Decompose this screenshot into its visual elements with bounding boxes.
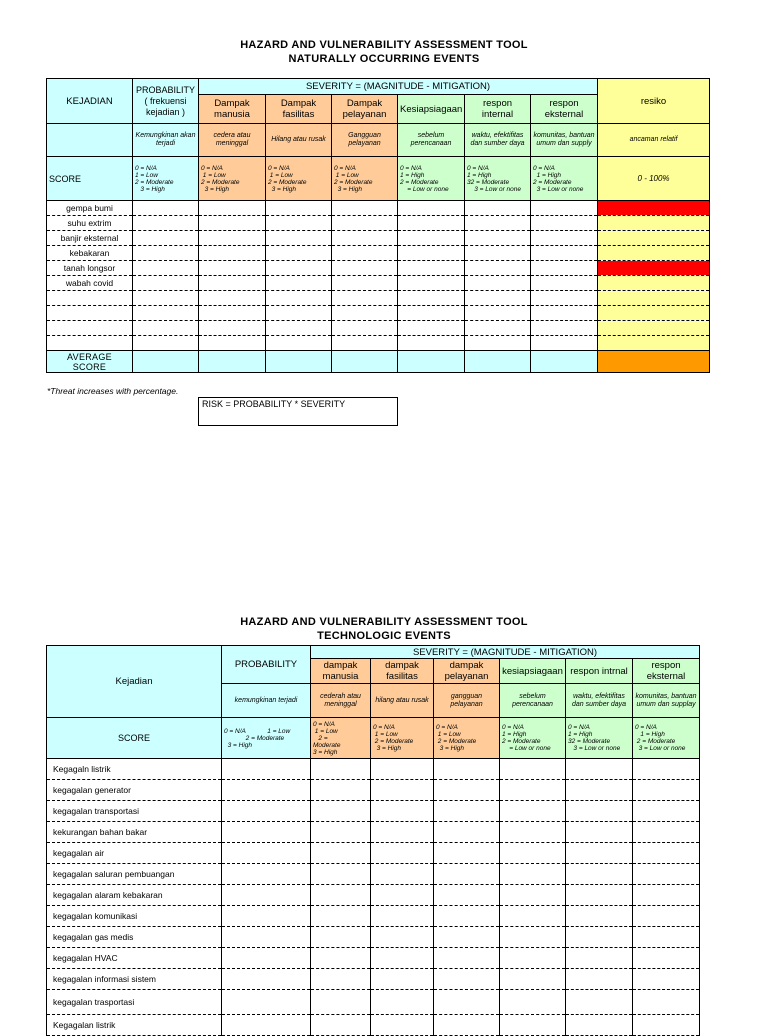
score-cell[interactable] xyxy=(500,948,566,969)
score-dampak-pelayanan: 0 = N/A 1 = Low 2 = Moderate 3 = High xyxy=(434,718,500,759)
event-name xyxy=(47,321,133,336)
header-dampak-manusia: dampak manusia xyxy=(311,659,371,684)
risk-cell xyxy=(598,276,710,291)
score-cell[interactable] xyxy=(222,822,311,843)
score-cell[interactable] xyxy=(434,822,500,843)
score-cell[interactable] xyxy=(434,843,500,864)
score-cell[interactable] xyxy=(222,885,311,906)
score-cell[interactable] xyxy=(371,990,434,1015)
score-cell[interactable] xyxy=(311,801,371,822)
table-row xyxy=(47,780,700,801)
header-dampak-manusia: Dampak manusia xyxy=(199,95,266,124)
score-cell[interactable] xyxy=(633,1015,700,1036)
score-cell[interactable] xyxy=(133,306,199,321)
score-cell[interactable] xyxy=(465,201,531,216)
score-cell[interactable] xyxy=(633,864,700,885)
score-cell[interactable] xyxy=(199,276,266,291)
event-name xyxy=(47,336,133,351)
score-cell[interactable] xyxy=(311,843,371,864)
score-cell[interactable] xyxy=(531,246,598,261)
header-resiko: resiko xyxy=(598,79,710,124)
score-cell[interactable] xyxy=(531,291,598,306)
event-name: kegagalan alaram kebakaran xyxy=(47,885,222,906)
event-name: kegagalan trasportasi xyxy=(47,990,222,1015)
score-cell[interactable] xyxy=(500,843,566,864)
score-cell[interactable] xyxy=(199,336,266,351)
score-cell[interactable] xyxy=(311,990,371,1015)
table-row xyxy=(47,336,710,351)
score-cell[interactable] xyxy=(434,948,500,969)
score-cell[interactable] xyxy=(500,759,566,780)
score-cell[interactable] xyxy=(332,201,398,216)
average-cell xyxy=(199,351,266,373)
score-cell[interactable] xyxy=(500,864,566,885)
score-cell[interactable] xyxy=(133,261,199,276)
score-cell[interactable] xyxy=(133,336,199,351)
risk-cell xyxy=(598,216,710,231)
score-cell[interactable] xyxy=(398,321,465,336)
score-cell[interactable] xyxy=(465,276,531,291)
event-name: tanah longsor xyxy=(47,261,133,276)
score-cell[interactable] xyxy=(266,276,332,291)
score-cell[interactable] xyxy=(500,927,566,948)
score-cell[interactable] xyxy=(633,927,700,948)
score-cell[interactable] xyxy=(222,864,311,885)
score-cell[interactable] xyxy=(465,231,531,246)
score-cell[interactable] xyxy=(465,291,531,306)
table-row xyxy=(47,885,700,906)
score-cell[interactable] xyxy=(566,780,633,801)
score-cell[interactable] xyxy=(531,336,598,351)
table-row xyxy=(47,759,700,780)
score-cell[interactable] xyxy=(199,216,266,231)
risk-cell xyxy=(598,201,710,216)
score-cell[interactable] xyxy=(222,801,311,822)
score-cell[interactable] xyxy=(398,246,465,261)
score-cell[interactable] xyxy=(633,843,700,864)
score-kesiapsiagaan: 0 = N/A 1 = High 2 = Moderate = Low or none xyxy=(500,718,566,759)
score-cell[interactable] xyxy=(199,246,266,261)
header-severity: SEVERITY = (MAGNITUDE - MITIGATION) xyxy=(311,646,700,659)
prob-desc: kemungkinan terjadi xyxy=(222,684,311,718)
score-cell[interactable] xyxy=(398,291,465,306)
score-cell[interactable] xyxy=(266,306,332,321)
score-cell[interactable] xyxy=(222,990,311,1015)
score-cell[interactable] xyxy=(371,969,434,990)
score-cell[interactable] xyxy=(199,261,266,276)
table2-subtitle: TECHNOLOGIC EVENTS xyxy=(317,630,451,642)
score-cell[interactable] xyxy=(311,969,371,990)
score-cell[interactable] xyxy=(371,864,434,885)
score-cell[interactable] xyxy=(434,969,500,990)
score-cell[interactable] xyxy=(566,1015,633,1036)
average-risk-cell xyxy=(598,351,710,373)
event-name: wabah covid xyxy=(47,276,133,291)
score-cell[interactable] xyxy=(371,801,434,822)
average-cell xyxy=(465,351,531,373)
score-cell[interactable] xyxy=(332,216,398,231)
table-row xyxy=(47,822,700,843)
score-cell[interactable] xyxy=(311,822,371,843)
score-cell[interactable] xyxy=(371,780,434,801)
score-cell[interactable] xyxy=(566,759,633,780)
table-row xyxy=(47,216,710,231)
score-respon-eksternal: 0 = N/A 1 = High 2 = Moderate 3 = Low or none xyxy=(633,718,700,759)
table-row xyxy=(47,1015,700,1036)
desc-respon-eksternal: komunitas, bantuan umum dan supply xyxy=(531,124,598,157)
score-cell[interactable] xyxy=(633,990,700,1015)
score-cell[interactable] xyxy=(531,231,598,246)
score-cell[interactable] xyxy=(222,969,311,990)
score-cell[interactable] xyxy=(465,261,531,276)
score-cell[interactable] xyxy=(266,261,332,276)
desc-dampak-fasilitas: hilang atau rusak xyxy=(371,684,434,718)
score-label: SCORE xyxy=(47,718,222,759)
risk-cell xyxy=(598,246,710,261)
event-name: suhu extrim xyxy=(47,216,133,231)
score-cell[interactable] xyxy=(222,927,311,948)
score-kesiapsiagaan: 0 = N/A 1 = High 2 = Moderate = Low or none xyxy=(398,157,465,201)
risk-cell xyxy=(598,336,710,351)
score-cell[interactable] xyxy=(531,306,598,321)
score-cell[interactable] xyxy=(222,843,311,864)
score-cell[interactable] xyxy=(500,990,566,1015)
score-cell[interactable] xyxy=(332,306,398,321)
score-cell[interactable] xyxy=(500,780,566,801)
table2-title: HAZARD AND VULNERABILITY ASSESSMENT TOOL xyxy=(240,616,528,628)
average-cell xyxy=(398,351,465,373)
score-cell[interactable] xyxy=(465,336,531,351)
desc-dampak-pelayanan: Gangguan pelayanan xyxy=(332,124,398,157)
score-cell[interactable] xyxy=(266,246,332,261)
table-row xyxy=(47,969,700,990)
score-cell[interactable] xyxy=(434,885,500,906)
score-cell[interactable] xyxy=(371,906,434,927)
risk-cell xyxy=(598,321,710,336)
score-cell[interactable] xyxy=(566,843,633,864)
score-cell[interactable] xyxy=(633,885,700,906)
score-cell[interactable] xyxy=(566,801,633,822)
event-name: kegagalan transportasi xyxy=(47,801,222,822)
score-cell[interactable] xyxy=(133,246,199,261)
header-respon-internal: respon internal xyxy=(465,95,531,124)
score-cell[interactable] xyxy=(199,306,266,321)
score-cell[interactable] xyxy=(199,321,266,336)
table-row xyxy=(47,231,710,246)
header-respon-eksternal: respon eksternal xyxy=(633,659,700,684)
score-cell[interactable] xyxy=(633,780,700,801)
score-label: SCORE xyxy=(47,157,133,201)
score-cell[interactable] xyxy=(566,885,633,906)
score-cell[interactable] xyxy=(398,336,465,351)
event-name: kekurangan bahan bakar xyxy=(47,822,222,843)
score-respon-eksternal: 0 = N/A 1 = High 2 = Moderate 3 = Low or none xyxy=(531,157,598,201)
score-cell[interactable] xyxy=(371,843,434,864)
score-cell[interactable] xyxy=(133,291,199,306)
score-cell[interactable] xyxy=(311,885,371,906)
score-dampak-fasilitas: 0 = N/A 1 = Low 2 = Moderate 3 = High xyxy=(371,718,434,759)
score-cell[interactable] xyxy=(465,216,531,231)
score-cell[interactable] xyxy=(434,906,500,927)
score-cell[interactable] xyxy=(398,276,465,291)
score-cell[interactable] xyxy=(500,1015,566,1036)
event-name: Kegagalan listrik xyxy=(47,1015,222,1036)
score-probability: 0 = N/A 1 = Low 2 = Moderate 3 = High xyxy=(222,718,311,759)
score-cell[interactable] xyxy=(199,291,266,306)
average-cell xyxy=(332,351,398,373)
score-cell[interactable] xyxy=(500,906,566,927)
score-cell[interactable] xyxy=(434,990,500,1015)
score-cell[interactable] xyxy=(311,780,371,801)
header-kejadian: KEJADIAN xyxy=(47,79,133,124)
score-cell[interactable] xyxy=(531,216,598,231)
table-row xyxy=(47,927,700,948)
table-row xyxy=(47,906,700,927)
score-cell[interactable] xyxy=(465,246,531,261)
desc-respon-internal: waktu, efektifitas dan sumber daya xyxy=(465,124,531,157)
score-cell[interactable] xyxy=(566,906,633,927)
table-row xyxy=(47,843,700,864)
score-cell[interactable] xyxy=(266,321,332,336)
score-cell[interactable] xyxy=(633,906,700,927)
score-cell[interactable] xyxy=(500,969,566,990)
score-cell[interactable] xyxy=(434,780,500,801)
score-dampak-manusia: 0 = N/A 1 = Low 2 = Moderate 3 = High xyxy=(199,157,266,201)
event-name: kegagalan HVAC xyxy=(47,948,222,969)
header-dampak-fasilitas: Dampak fasilitas xyxy=(266,95,332,124)
naturally-occurring-events-table xyxy=(46,78,710,373)
score-cell[interactable] xyxy=(465,306,531,321)
score-cell[interactable] xyxy=(133,201,199,216)
score-cell[interactable] xyxy=(566,969,633,990)
score-cell[interactable] xyxy=(332,321,398,336)
table-row xyxy=(47,261,710,276)
score-dampak-pelayanan: 0 = N/A 1 = Low 2 = Moderate 3 = High xyxy=(332,157,398,201)
desc-respon-internal: waktu, efektifitas dan sumber daya xyxy=(566,684,633,718)
average-score-label: AVERAGE SCORE xyxy=(47,351,133,373)
score-cell[interactable] xyxy=(332,261,398,276)
event-name: kegagalan saluran pembuangan xyxy=(47,864,222,885)
score-cell[interactable] xyxy=(500,822,566,843)
score-cell[interactable] xyxy=(133,216,199,231)
technologic-events-table xyxy=(46,645,700,1036)
score-cell[interactable] xyxy=(531,321,598,336)
score-cell[interactable] xyxy=(371,885,434,906)
score-cell[interactable] xyxy=(222,1015,311,1036)
score-cell[interactable] xyxy=(266,336,332,351)
table-row xyxy=(47,321,710,336)
table-row xyxy=(47,801,700,822)
score-cell[interactable] xyxy=(311,1015,371,1036)
header-kesiapsiagaan: kesiapsiagaan xyxy=(500,659,566,684)
score-cell[interactable] xyxy=(566,948,633,969)
event-name: kegagalan informasi sistem xyxy=(47,969,222,990)
score-cell[interactable] xyxy=(371,822,434,843)
score-cell[interactable] xyxy=(434,801,500,822)
score-cell[interactable] xyxy=(371,759,434,780)
average-cell xyxy=(266,351,332,373)
score-cell[interactable] xyxy=(332,336,398,351)
event-name xyxy=(47,291,133,306)
table-row xyxy=(47,864,700,885)
event-name: kegagalan gas medis xyxy=(47,927,222,948)
score-cell[interactable] xyxy=(222,780,311,801)
average-cell xyxy=(531,351,598,373)
risk-cell xyxy=(598,291,710,306)
desc-dampak-pelayanan: gangguan pelayanan xyxy=(434,684,500,718)
header-respon-eksternal: respon eksternal xyxy=(531,95,598,124)
score-cell[interactable] xyxy=(133,231,199,246)
score-cell[interactable] xyxy=(434,759,500,780)
score-cell[interactable] xyxy=(371,1015,434,1036)
score-cell[interactable] xyxy=(566,990,633,1015)
score-cell[interactable] xyxy=(311,927,371,948)
score-cell[interactable] xyxy=(266,291,332,306)
desc-respon-eksternal: komunitas, bantuan umum dan supplay xyxy=(633,684,700,718)
event-name: kegagalan generator xyxy=(47,780,222,801)
score-cell[interactable] xyxy=(398,261,465,276)
score-cell[interactable] xyxy=(311,759,371,780)
table-row xyxy=(47,948,700,969)
header-probability: PROBABILITY xyxy=(222,646,311,684)
score-cell[interactable] xyxy=(266,216,332,231)
score-cell[interactable] xyxy=(199,231,266,246)
score-cell[interactable] xyxy=(566,927,633,948)
table-row xyxy=(47,990,700,1015)
score-cell[interactable] xyxy=(398,201,465,216)
score-cell[interactable] xyxy=(222,759,311,780)
event-name: kegagalan komunikasi xyxy=(47,906,222,927)
score-cell[interactable] xyxy=(398,306,465,321)
score-cell[interactable] xyxy=(500,801,566,822)
risk-cell xyxy=(598,306,710,321)
score-cell[interactable] xyxy=(465,321,531,336)
score-resiko: 0 - 100% xyxy=(598,157,710,201)
footnote: *Threat increases with percentage. xyxy=(47,386,179,396)
score-dampak-fasilitas: 0 = N/A 1 = Low 2 = Moderate 3 = High xyxy=(266,157,332,201)
score-dampak-manusia: 0 = N/A 1 = Low 2 = Moderate 3 = High xyxy=(311,718,371,759)
score-probability: 0 = N/A 1 = Low 2 = Moderate 3 = High xyxy=(133,157,199,201)
event-name: kegagalan air xyxy=(47,843,222,864)
score-cell[interactable] xyxy=(500,885,566,906)
table-row xyxy=(47,306,710,321)
score-cell[interactable] xyxy=(311,948,371,969)
score-cell[interactable] xyxy=(531,201,598,216)
score-cell[interactable] xyxy=(133,321,199,336)
header-respon-internal: respon intrnal xyxy=(566,659,633,684)
desc-dampak-manusia: cederah atau meninggal xyxy=(311,684,371,718)
score-cell[interactable] xyxy=(311,906,371,927)
event-name: Kegagaln listrik xyxy=(47,759,222,780)
table1-subtitle: NATURALLY OCCURRING EVENTS xyxy=(288,53,480,65)
header-probability: PROBABILITY ( frekuensi kejadian ) xyxy=(133,79,199,124)
table-row xyxy=(47,201,710,216)
score-cell[interactable] xyxy=(633,969,700,990)
event-name: gempa bumi xyxy=(47,201,133,216)
table-row xyxy=(47,291,710,306)
risk-formula: RISK = PROBABILITY * SEVERITY xyxy=(198,397,398,426)
desc-kesiapsiagaan: sebelum perencanaan xyxy=(398,124,465,157)
table1-title: HAZARD AND VULNERABILITY ASSESSMENT TOOL xyxy=(240,39,528,51)
prob-desc: Kemungkinan akan terjadi xyxy=(133,124,199,157)
score-cell[interactable] xyxy=(266,231,332,246)
desc-dampak-fasilitas: Hilang atau rusak xyxy=(266,124,332,157)
score-cell[interactable] xyxy=(371,927,434,948)
score-cell[interactable] xyxy=(398,216,465,231)
score-cell[interactable] xyxy=(633,948,700,969)
header-dampak-fasilitas: dampak fasilitas xyxy=(371,659,434,684)
average-cell xyxy=(133,351,199,373)
score-cell[interactable] xyxy=(398,231,465,246)
header-severity: SEVERITY = (MAGNITUDE - MITIGATION) xyxy=(199,79,598,95)
table-row xyxy=(47,276,710,291)
score-cell[interactable] xyxy=(566,864,633,885)
score-cell[interactable] xyxy=(332,276,398,291)
score-cell[interactable] xyxy=(371,948,434,969)
score-cell[interactable] xyxy=(633,822,700,843)
desc-resiko: ancaman relatif xyxy=(598,124,710,157)
risk-cell xyxy=(598,261,710,276)
score-cell[interactable] xyxy=(266,201,332,216)
score-cell[interactable] xyxy=(531,261,598,276)
table-row xyxy=(47,246,710,261)
score-cell[interactable] xyxy=(222,906,311,927)
header-dampak-pelayanan: Dampak pelayanan xyxy=(332,95,398,124)
header-kesiapsiagaan: Kesiapsiagaan xyxy=(398,95,465,124)
risk-cell xyxy=(598,231,710,246)
score-cell[interactable] xyxy=(332,246,398,261)
desc-dampak-manusia: cedera atau meninggal xyxy=(199,124,266,157)
score-cell[interactable] xyxy=(633,801,700,822)
score-cell[interactable] xyxy=(434,1015,500,1036)
score-respon-internal: 0 = N/A 1 = High 32 = Moderate 3 = Low or none xyxy=(566,718,633,759)
header-kejadian: Kejadian xyxy=(47,646,222,718)
score-cell[interactable] xyxy=(311,864,371,885)
score-cell[interactable] xyxy=(222,948,311,969)
score-cell[interactable] xyxy=(633,759,700,780)
score-cell[interactable] xyxy=(434,864,500,885)
score-cell[interactable] xyxy=(332,231,398,246)
score-cell[interactable] xyxy=(332,291,398,306)
score-cell[interactable] xyxy=(133,276,199,291)
event-name: kebakaran xyxy=(47,246,133,261)
event-name xyxy=(47,306,133,321)
score-cell[interactable] xyxy=(434,927,500,948)
header-dampak-pelayanan: dampak pelayanan xyxy=(434,659,500,684)
score-cell[interactable] xyxy=(566,822,633,843)
score-cell[interactable] xyxy=(199,201,266,216)
desc-kesiapsiagaan: sebelum perencanaan xyxy=(500,684,566,718)
score-cell[interactable] xyxy=(531,276,598,291)
event-name: banjir eksternal xyxy=(47,231,133,246)
score-respon-internal: 0 = N/A 1 = High 32 = Moderate 3 = Low or none xyxy=(465,157,531,201)
